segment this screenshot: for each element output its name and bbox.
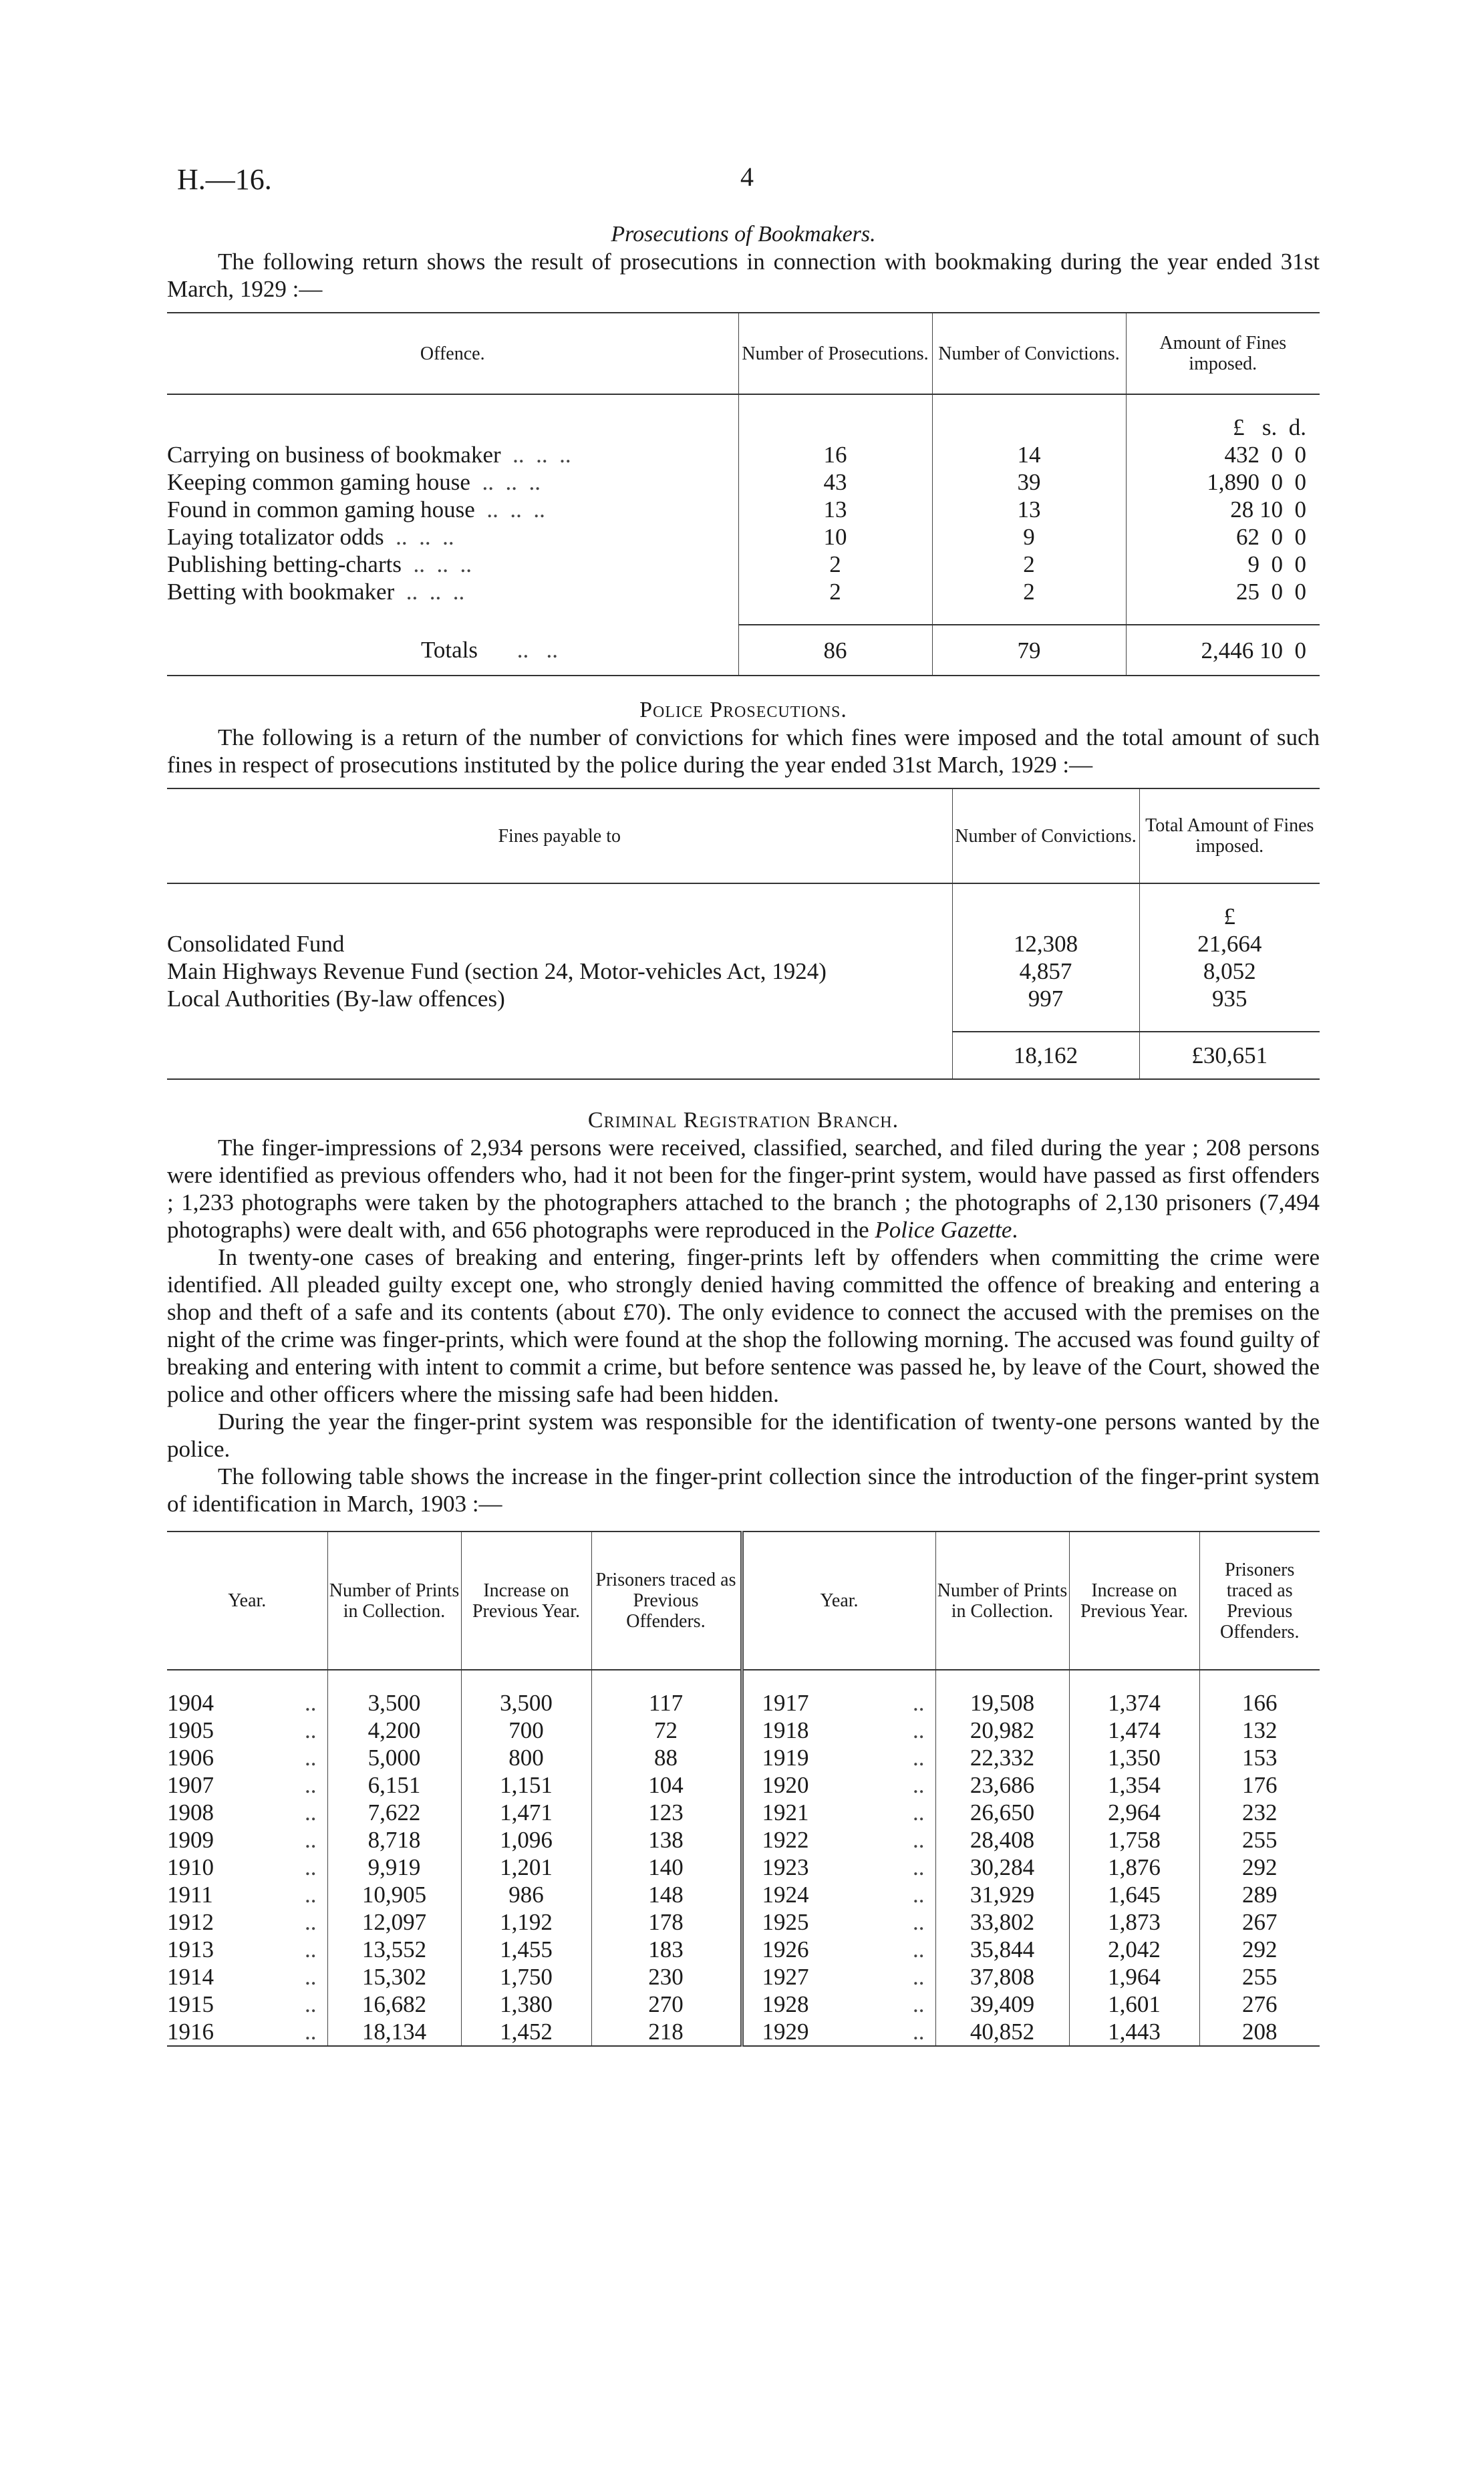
year-cell: 1916 .. xyxy=(167,2019,317,2045)
increase-cell: 1,474 xyxy=(1069,1717,1199,1744)
criminal-paragraph-3: During the year the finger-print system was responsible for the identification of twenty-one persons wanted by the police. xyxy=(167,1409,1320,1462)
year-cell: 1904 .. xyxy=(167,1690,317,1716)
total-fines: 2,446 10 0 xyxy=(1126,625,1320,676)
payable-cell xyxy=(167,958,952,985)
col-police-convictions-header: Number of Convictions. xyxy=(952,788,1139,883)
year-label: 1923 xyxy=(762,1854,809,1880)
prisoners-cell: 178 xyxy=(591,1908,742,1936)
page-number: 4 xyxy=(740,162,754,192)
prisoners-cell: 88 xyxy=(591,1744,742,1771)
prisoners-cell: 230 xyxy=(591,1963,742,1991)
criminal-paragraph-2: In twenty-one cases of breaking and entering, finger-prints left by offenders when committing the crime were identified. All pleaded guilty except one, who strongly denied having committed the offence of breaking and entering a shop and theft of a safe and its contents (about £70). The only evidence to connect the accused with the premises on the night of the crime was finger-prints, which were found at the shop the following morning. The accused was found guilty of breaking and entering with intent to commit a crime, but before sentence was passed he, by leave of the Court, showed the police and other officers where the missing safe had been hidden. xyxy=(167,1244,1320,1407)
prisoners-cell: 255 xyxy=(1199,1963,1320,1991)
col-increase-header-right: Increase on Previous Year. xyxy=(1069,1532,1199,1670)
prisoners-cell: 218 xyxy=(591,2018,742,2046)
criminal-paragraph-1 xyxy=(167,1134,1320,1244)
offence-cell: Found in common gaming house .. .. .. xyxy=(167,496,545,523)
col-convictions-header: Number of Convictions. xyxy=(932,313,1126,394)
police-convictions-cell: 4,857 xyxy=(952,958,1139,985)
increase-cell: 1,758 xyxy=(1069,1826,1199,1854)
year-cell: 1909 .. xyxy=(167,1827,317,1853)
offence-cell: Publishing betting-charts .. .. .. xyxy=(167,551,472,577)
year-label: 1929 xyxy=(762,2019,809,2045)
prosecutions-cell: 10 xyxy=(738,523,932,551)
police-convictions-cell: 997 xyxy=(952,985,1139,1012)
year-label: 1920 xyxy=(762,1772,809,1798)
prisoners-cell: 276 xyxy=(1199,1991,1320,2018)
increase-cell: 1,645 xyxy=(1069,1881,1199,1908)
prints-cell: 23,686 xyxy=(935,1771,1069,1799)
prisoners-cell: 292 xyxy=(1199,1936,1320,1963)
table-row xyxy=(167,441,1320,468)
currency-units-row xyxy=(167,414,1320,441)
year-label: 1928 xyxy=(762,1991,809,2017)
increase-cell: 1,350 xyxy=(1069,1744,1199,1771)
prisoners-cell: 267 xyxy=(1199,1908,1320,1936)
prosecutions-cell: 2 xyxy=(738,551,932,578)
fines-cell: 28 10 0 xyxy=(1126,496,1320,523)
prints-cell: 35,844 xyxy=(935,1936,1069,1963)
year-label: 1907 xyxy=(167,1772,214,1798)
year-cell: 1908 .. xyxy=(167,1799,317,1826)
prints-cell: 26,650 xyxy=(935,1799,1069,1826)
year-cell: 1919 .. xyxy=(742,1744,935,1771)
increase-cell: 1,374 xyxy=(1069,1689,1199,1717)
police-amount-cell: 21,664 xyxy=(1139,930,1320,958)
year-cell: 1925 .. xyxy=(742,1908,935,1936)
increase-cell: 1,452 xyxy=(461,2018,591,2046)
prints-cell: 16,682 xyxy=(327,1991,461,2018)
year-cell: 1914 .. xyxy=(167,1964,317,1990)
table-row xyxy=(167,1771,1320,1799)
year-cell: 1924 .. xyxy=(742,1881,935,1908)
prints-cell: 37,808 xyxy=(935,1963,1069,1991)
prints-cell: 8,718 xyxy=(327,1826,461,1854)
offence-label: Carrying on business of bookmaker xyxy=(167,442,501,468)
offence-cell: Betting with bookmaker .. .. .. xyxy=(167,579,465,605)
prints-cell: 33,802 xyxy=(935,1908,1069,1936)
year-cell: 1905 .. xyxy=(167,1717,317,1743)
table-row xyxy=(167,1963,1320,1991)
table-row xyxy=(167,551,1320,578)
convictions-cell: 2 xyxy=(932,578,1126,605)
prisoners-cell: 289 xyxy=(1199,1881,1320,1908)
col-prosecutions-header: Number of Prosecutions. xyxy=(738,313,932,394)
increase-cell: 1,354 xyxy=(1069,1771,1199,1799)
prosecutions-cell: 43 xyxy=(738,468,932,496)
table-row xyxy=(167,1854,1320,1881)
increase-cell: 2,042 xyxy=(1069,1936,1199,1963)
bookmakers-intro: The following return shows the result of prosecutions in connection with bookmaking during the year ended 31st March, 1929 :— xyxy=(167,249,1320,302)
year-cell: 1921 .. xyxy=(742,1799,935,1826)
increase-cell: 1,964 xyxy=(1069,1963,1199,1991)
prosecutions-cell: 2 xyxy=(738,578,932,605)
document-reference: H.—16. xyxy=(177,163,272,196)
year-label: 1905 xyxy=(167,1717,214,1743)
prisoners-cell: 138 xyxy=(591,1826,742,1854)
increase-cell: 700 xyxy=(461,1717,591,1744)
year-cell: 1922 .. xyxy=(742,1826,935,1854)
table-row xyxy=(167,1881,1320,1908)
year-label: 1917 xyxy=(762,1690,809,1716)
prisoners-cell: 166 xyxy=(1199,1689,1320,1717)
police-intro: The following is a return of the number of convictions for which fines were imposed and the total amount of such fines in respect of prosecutions instituted by the police during the year ended 31st March, 1929 :— xyxy=(167,724,1320,778)
increase-cell: 1,471 xyxy=(461,1799,591,1826)
year-label: 1922 xyxy=(762,1827,809,1853)
year-cell: 1912 .. xyxy=(167,1909,317,1935)
payable-cell xyxy=(167,930,952,958)
convictions-cell: 39 xyxy=(932,468,1126,496)
table-row xyxy=(167,985,1320,1012)
col-year-header-left: Year. xyxy=(167,1532,327,1670)
col-offence-header: Offence. xyxy=(167,313,738,394)
year-label: 1909 xyxy=(167,1827,214,1853)
bookmakers-header-row xyxy=(167,313,1320,394)
table-row xyxy=(167,1689,1320,1717)
offence-label: Publishing betting-charts xyxy=(167,551,402,577)
fines-cell: 432 0 0 xyxy=(1126,441,1320,468)
payable-label: Consolidated Fund xyxy=(167,931,345,957)
prints-cell: 3,500 xyxy=(327,1689,461,1717)
offence-label: Betting with bookmaker xyxy=(167,579,395,605)
increase-cell: 1,380 xyxy=(461,1991,591,2018)
page-header xyxy=(167,147,1320,194)
increase-cell: 1,201 xyxy=(461,1854,591,1881)
prints-cell: 31,929 xyxy=(935,1881,1069,1908)
convictions-cell: 14 xyxy=(932,441,1126,468)
table-row xyxy=(167,930,1320,958)
police-title: Police Prosecutions. xyxy=(639,698,847,722)
col-prisoners-header-right: Prisoners traced as Previous Offenders. xyxy=(1199,1532,1320,1670)
table-row xyxy=(167,523,1320,551)
fines-cell: 9 0 0 xyxy=(1126,551,1320,578)
year-label: 1910 xyxy=(167,1854,214,1880)
year-label: 1919 xyxy=(762,1745,809,1771)
year-cell: 1906 .. xyxy=(167,1745,317,1771)
police-total-amount: £30,651 xyxy=(1139,1032,1320,1079)
table-row xyxy=(167,2018,1320,2046)
prints-cell: 12,097 xyxy=(327,1908,461,1936)
fines-cell: 62 0 0 xyxy=(1126,523,1320,551)
table-row xyxy=(167,1908,1320,1936)
criminal-paragraph-4: The following table shows the increase in the finger-print collection since the introduction of the finger-print system of identification in March, 1903 :— xyxy=(167,1463,1320,1517)
prisoners-cell: 132 xyxy=(1199,1717,1320,1744)
increase-cell: 1,096 xyxy=(461,1826,591,1854)
prints-cell: 22,332 xyxy=(935,1744,1069,1771)
convictions-cell: 9 xyxy=(932,523,1126,551)
col-increase-header-left: Increase on Previous Year. xyxy=(461,1532,591,1670)
col-prisoners-header-left: Prisoners traced as Previous Offenders. xyxy=(591,1532,742,1670)
year-label: 1926 xyxy=(762,1936,809,1962)
offence-cell: Carrying on business of bookmaker .. .. .. xyxy=(167,442,571,468)
prisoners-cell: 117 xyxy=(591,1689,742,1717)
prints-cell: 4,200 xyxy=(327,1717,461,1744)
prisoners-cell: 208 xyxy=(1199,2018,1320,2046)
prisoners-cell: 232 xyxy=(1199,1799,1320,1826)
criminal-title: Criminal Registration Branch. xyxy=(587,1108,899,1133)
col-police-total-header: Total Amount of Fines imposed. xyxy=(1139,788,1320,883)
police-currency-unit: £ xyxy=(1139,903,1320,930)
year-label: 1904 xyxy=(167,1690,214,1716)
table-row xyxy=(167,1799,1320,1826)
year-cell: 1929 .. xyxy=(742,2018,935,2046)
police-header-row xyxy=(167,788,1320,883)
offence-label: Keeping common gaming house xyxy=(167,469,470,495)
total-prosecutions: 86 xyxy=(738,625,932,676)
increase-cell: 1,873 xyxy=(1069,1908,1199,1936)
document-page xyxy=(167,147,1320,2047)
year-label: 1916 xyxy=(167,2019,214,2045)
table-row xyxy=(167,496,1320,523)
increase-cell: 1,876 xyxy=(1069,1854,1199,1881)
year-label: 1912 xyxy=(167,1909,214,1935)
criminal-p1-end: . xyxy=(1012,1217,1018,1243)
year-cell: 1926 .. xyxy=(742,1936,935,1963)
police-currency-row xyxy=(167,903,1320,930)
table-row xyxy=(167,1826,1320,1854)
prisoners-cell: 183 xyxy=(591,1936,742,1963)
table-row xyxy=(167,1744,1320,1771)
year-label: 1908 xyxy=(167,1799,214,1826)
year-label: 1906 xyxy=(167,1745,214,1771)
year-label: 1913 xyxy=(167,1936,214,1962)
prints-cell: 5,000 xyxy=(327,1744,461,1771)
increase-cell: 1,192 xyxy=(461,1908,591,1936)
payable-cell xyxy=(167,985,952,1012)
year-label: 1921 xyxy=(762,1799,809,1826)
bookmakers-title: Prosecutions of Bookmakers. xyxy=(611,222,876,247)
increase-cell: 1,750 xyxy=(461,1963,591,1991)
prints-cell: 20,982 xyxy=(935,1717,1069,1744)
prints-cell: 19,508 xyxy=(935,1689,1069,1717)
year-cell: 1918 .. xyxy=(742,1717,935,1744)
table-row xyxy=(167,1717,1320,1744)
prisoners-cell: 292 xyxy=(1199,1854,1320,1881)
prosecutions-cell: 13 xyxy=(738,496,932,523)
year-cell: 1915 .. xyxy=(167,1991,317,2017)
convictions-cell: 13 xyxy=(932,496,1126,523)
prosecutions-cell: 16 xyxy=(738,441,932,468)
prints-cell: 30,284 xyxy=(935,1854,1069,1881)
offence-cell: Keeping common gaming house .. .. .. xyxy=(167,469,541,495)
year-label: 1925 xyxy=(762,1909,809,1935)
table-row xyxy=(167,468,1320,496)
increase-cell: 3,500 xyxy=(461,1689,591,1717)
prints-cell: 6,151 xyxy=(327,1771,461,1799)
prints-cell: 10,905 xyxy=(327,1881,461,1908)
police-amount-cell: 8,052 xyxy=(1139,958,1320,985)
increase-cell: 986 xyxy=(461,1881,591,1908)
offence-cell: Laying totalizator odds .. .. .. xyxy=(167,524,454,550)
year-cell: 1928 .. xyxy=(742,1991,935,2018)
prisoners-cell: 270 xyxy=(591,1991,742,2018)
year-cell: 1913 .. xyxy=(167,1936,317,1962)
year-label: 1915 xyxy=(167,1991,214,2017)
year-label: 1924 xyxy=(762,1882,809,1908)
col-payable-header: Fines payable to xyxy=(167,788,952,883)
year-label: 1911 xyxy=(167,1882,213,1908)
year-cell: 1911 .. xyxy=(167,1882,317,1908)
prints-cell: 13,552 xyxy=(327,1936,461,1963)
increase-cell: 1,455 xyxy=(461,1936,591,1963)
criminal-p1-text: The finger-impressions of 2,934 persons were received, classified, searched, and filed during the year ; 208 persons were identified as previous offenders who, had it not been for the finger-print system, would have passed as first offenders ; 1,233 photographs were taken by the photographers attached to the branch ; the photographs of 2,130 prisoners (7,494 photographs) were dealt with, and 656 photographs were reproduced in the xyxy=(167,1135,1320,1243)
payable-label: Local Authorities (By-law offences) xyxy=(167,986,505,1012)
fines-cell: 25 0 0 xyxy=(1126,578,1320,605)
bookmakers-table xyxy=(167,312,1320,676)
prints-cell: 9,919 xyxy=(327,1854,461,1881)
year-cell: 1910 .. xyxy=(167,1854,317,1880)
prisoners-cell: 255 xyxy=(1199,1826,1320,1854)
prints-cell: 18,134 xyxy=(327,2018,461,2046)
fines-cell: 1,890 0 0 xyxy=(1126,468,1320,496)
table-row xyxy=(167,1991,1320,2018)
table-row xyxy=(167,1936,1320,1963)
prints-cell: 15,302 xyxy=(327,1963,461,1991)
year-cell: 1923 .. xyxy=(742,1854,935,1881)
police-table xyxy=(167,788,1320,1080)
table-row xyxy=(167,578,1320,605)
year-label: 1927 xyxy=(762,1964,809,1990)
year-cell: 1917 .. xyxy=(742,1689,935,1717)
police-total-convictions: 18,162 xyxy=(952,1032,1139,1079)
police-amount-cell: 935 xyxy=(1139,985,1320,1012)
prisoners-cell: 104 xyxy=(591,1771,742,1799)
totals-label: Totals xyxy=(421,637,478,663)
offence-label: Found in common gaming house xyxy=(167,496,475,523)
year-label: 1918 xyxy=(762,1717,809,1743)
year-cell: 1907 .. xyxy=(167,1772,317,1798)
increase-cell: 1,151 xyxy=(461,1771,591,1799)
currency-units: £ s. d. xyxy=(1126,414,1320,441)
prisoners-cell: 72 xyxy=(591,1717,742,1744)
prisoners-cell: 140 xyxy=(591,1854,742,1881)
col-year-header-right: Year. xyxy=(742,1532,935,1670)
police-totals-row xyxy=(167,1032,1320,1079)
col-prints-header-right: Number of Prints in Collection. xyxy=(935,1532,1069,1670)
fingerprint-header-row xyxy=(167,1532,1320,1670)
year-label: 1914 xyxy=(167,1964,214,1990)
bookmakers-totals-row: Totals .. .. 86 79 2,446 10 0 xyxy=(167,625,1320,676)
prints-cell: 40,852 xyxy=(935,2018,1069,2046)
col-prints-header-left: Number of Prints in Collection. xyxy=(327,1532,461,1670)
year-cell: 1920 .. xyxy=(742,1771,935,1799)
prisoners-cell: 176 xyxy=(1199,1771,1320,1799)
increase-cell: 2,964 xyxy=(1069,1799,1199,1826)
col-fines-header: Amount of Fines imposed. xyxy=(1126,313,1320,394)
prisoners-cell: 148 xyxy=(591,1881,742,1908)
prisoners-cell: 123 xyxy=(591,1799,742,1826)
table-row xyxy=(167,958,1320,985)
increase-cell: 1,443 xyxy=(1069,2018,1199,2046)
police-convictions-cell: 12,308 xyxy=(952,930,1139,958)
payable-label: Main Highways Revenue Fund (section 24, Motor-vehicles Act, 1924) xyxy=(167,958,827,984)
fingerprint-table xyxy=(167,1531,1320,2047)
year-cell: 1927 .. xyxy=(742,1963,935,1991)
prints-cell: 7,622 xyxy=(327,1799,461,1826)
prints-cell: 39,409 xyxy=(935,1991,1069,2018)
convictions-cell: 2 xyxy=(932,551,1126,578)
offence-label: Laying totalizator odds xyxy=(167,524,384,550)
prints-cell: 28,408 xyxy=(935,1826,1069,1854)
total-convictions: 79 xyxy=(932,625,1126,676)
prisoners-cell: 153 xyxy=(1199,1744,1320,1771)
police-gazette-title: Police Gazette xyxy=(875,1217,1012,1243)
increase-cell: 800 xyxy=(461,1744,591,1771)
increase-cell: 1,601 xyxy=(1069,1991,1199,2018)
